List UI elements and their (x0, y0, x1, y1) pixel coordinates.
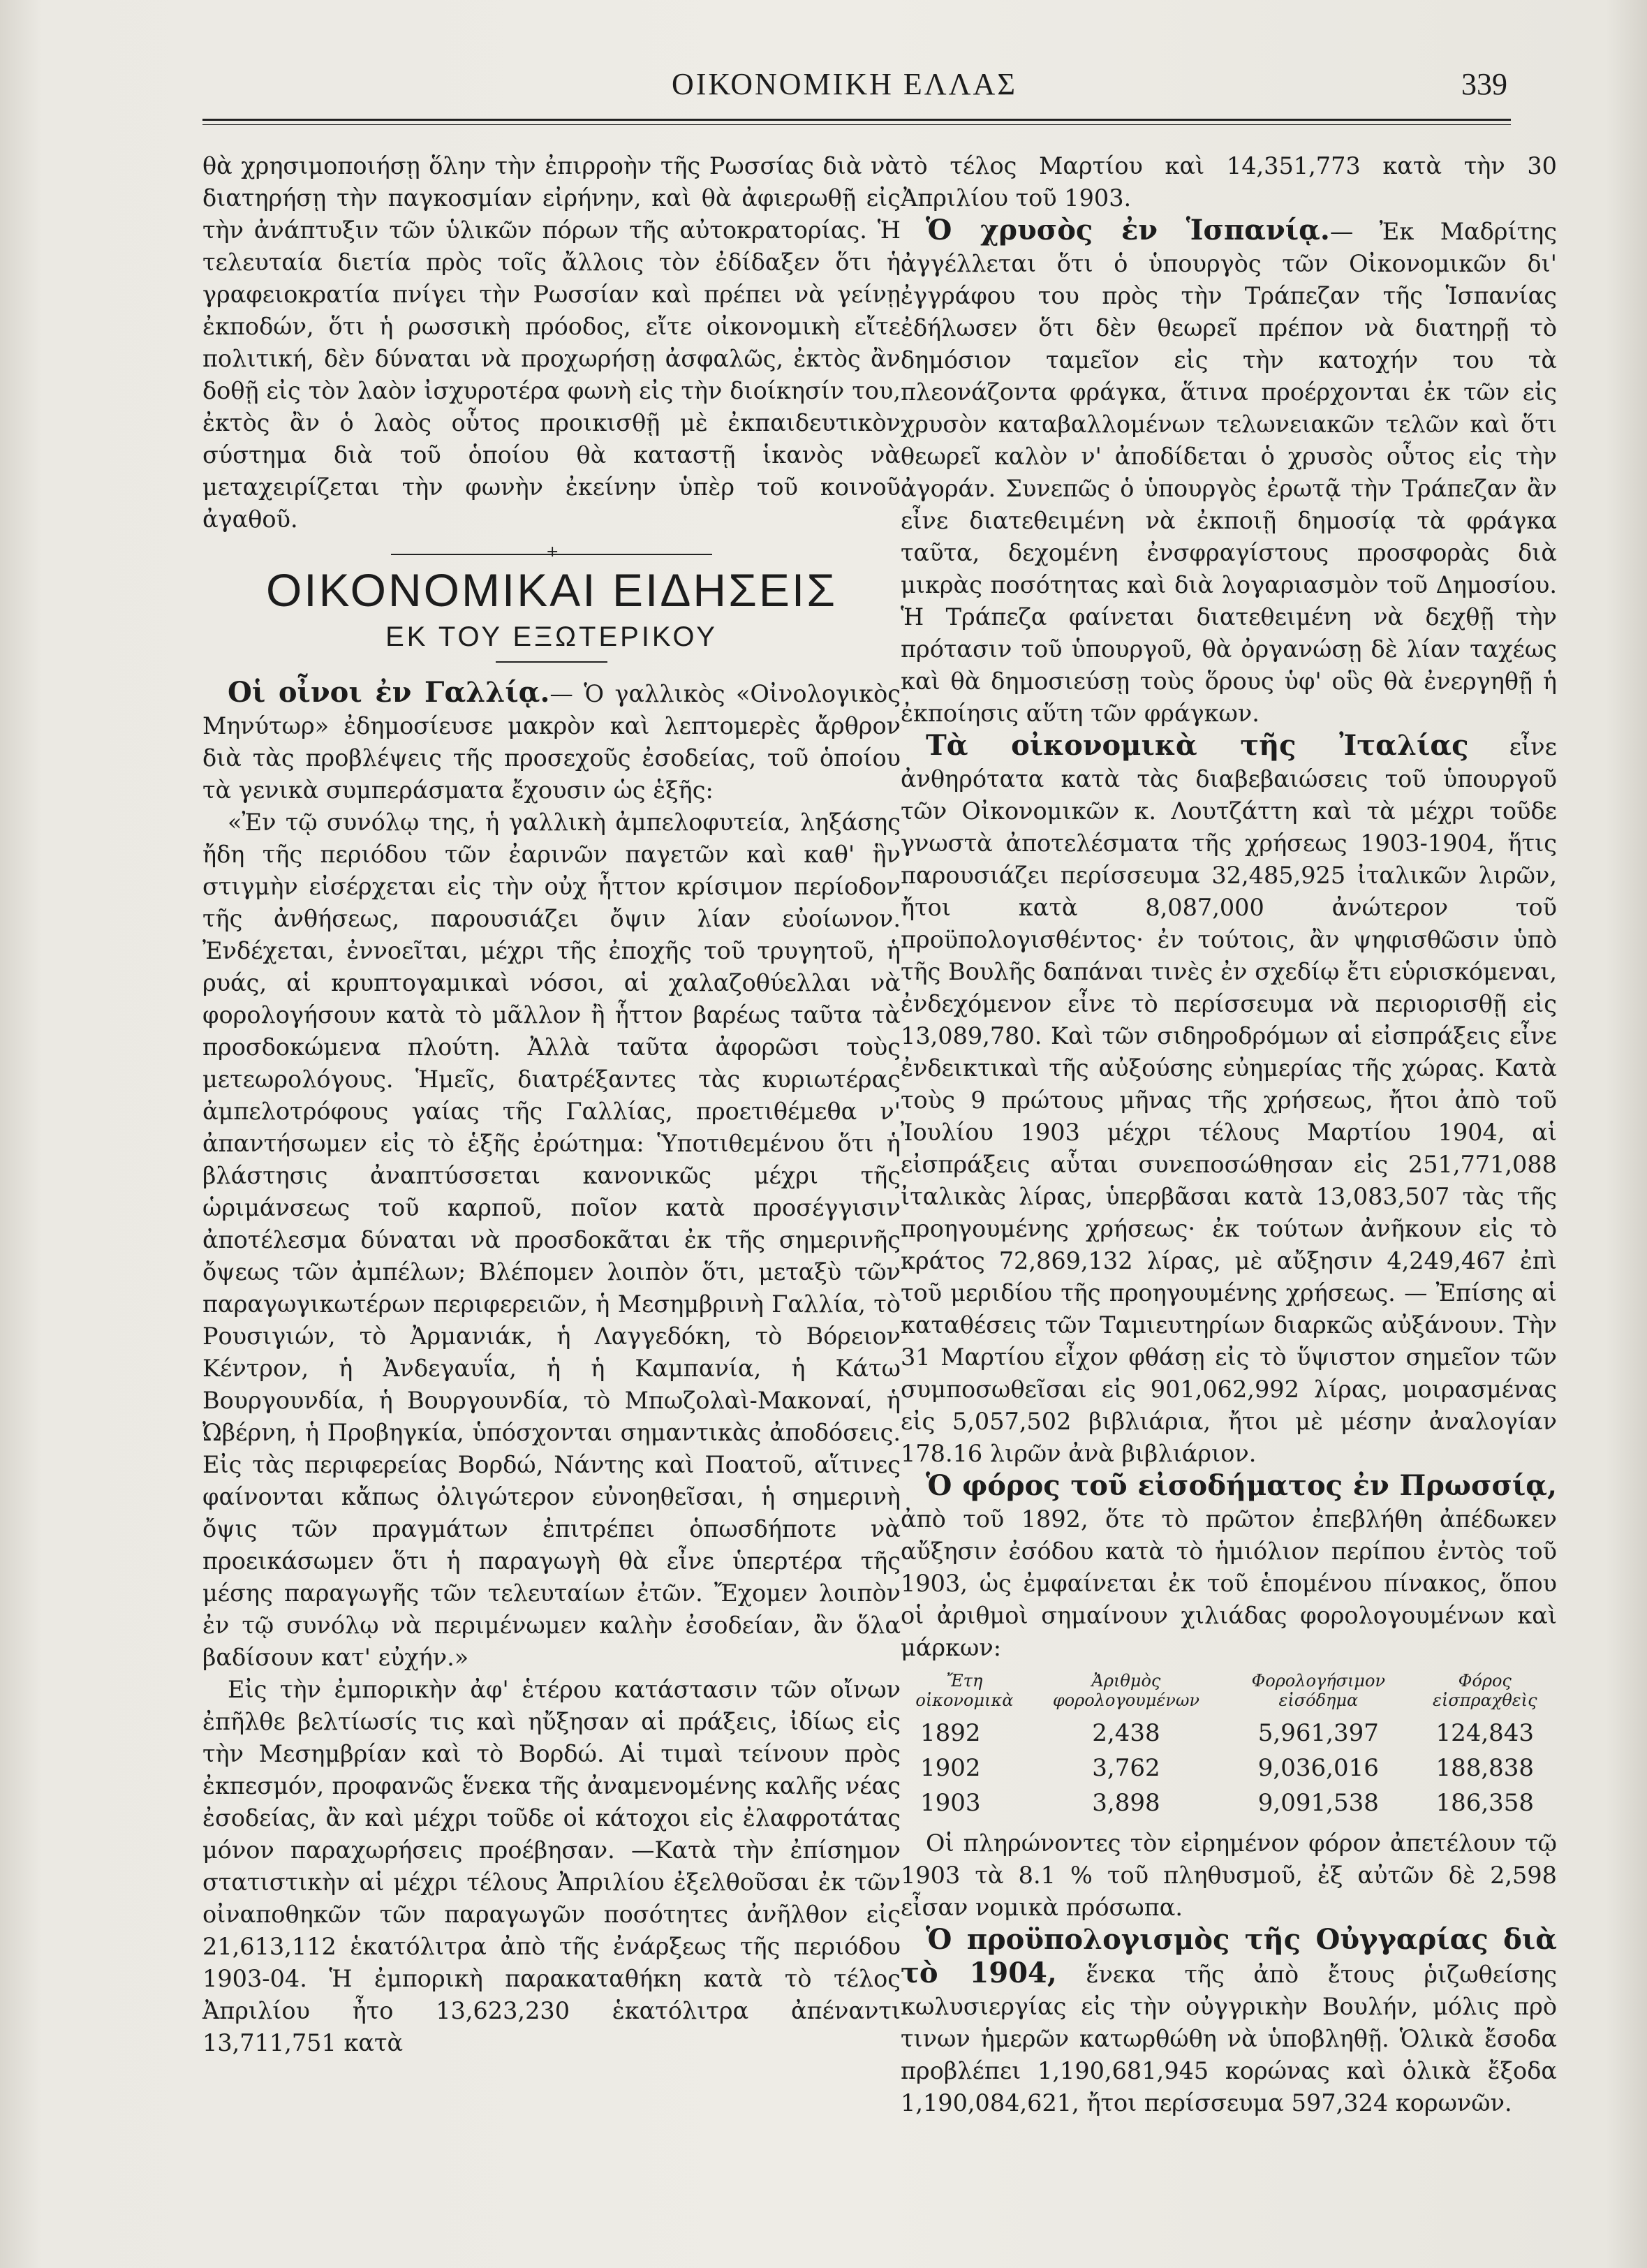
table-cell: 186,358 (1435, 1789, 1535, 1817)
article-heading-prussia: Ὁ φόρος τοῦ εἰσοδήματος ἐν Πρωσσίᾳ, (926, 1469, 1557, 1502)
table-row (901, 1785, 1557, 1820)
table-row (901, 1716, 1557, 1751)
prussia-tax-table (901, 1668, 1557, 1820)
subtitle-rule (496, 661, 607, 663)
table-cell: 1903 (920, 1789, 981, 1817)
divider-ornament: + (546, 543, 559, 561)
table-row (901, 1751, 1557, 1785)
article-heading-wines: Οἱ οἶνοι ἐν Γαλλίᾳ. (228, 676, 550, 709)
article-hungary-text: ἕνεκα τῆς ἀπὸ ἔτους ῥιζωθείσης κωλυσιεργίας εἰς τὴν οὐγγρικὴν Βουλήν, μόλις πρὸ τινων ἡμερῶν κατωρθώθη νὰ ὑποβληθῇ. Ὁλικὰ ἔσοδα προβλέπει 1,190,681,945 κορώνας καὶ ὁλικὰ ἔξοδα 1,190,084,621, ἤτοι περίσσευμα 597,324 κορωνῶν. (901, 1961, 1558, 2116)
table-cell: 124,843 (1435, 1719, 1535, 1747)
table-cell: 188,838 (1435, 1754, 1535, 1782)
table-cell: 1902 (920, 1754, 981, 1782)
table-cell: 3,898 (1092, 1789, 1160, 1817)
continued-paragraph: τὸ τέλος Μαρτίου καὶ 14,351,773 κατὰ τὴν 30 Ἀπριλίου τοῦ 1903. (901, 152, 1557, 212)
section-divider (391, 543, 712, 561)
article-spain (901, 214, 1557, 730)
article-prussia-text: ἀπὸ τοῦ 1892, ὅτε τὸ πρῶτον ἐπεβλήθη ἀπέδωκεν αὔξησιν ἐσόδου κατὰ τὸ ἡμιόλιον περίπου ἐντὸς τοῦ 1903, ὡς ἐμφαίνεται ἐκ τοῦ ἑπομένου πίνακος, ὅπου οἱ ἀριθμοὶ σημαίνουν χιλιάδας φορολογουμένων καὶ μάρκων: (901, 1505, 1557, 1661)
article-italy (901, 730, 1557, 1470)
right-column (901, 150, 1557, 2119)
article-wines-text: — Ὁ γαλλικὸς «Οἰνολογικὸς Μηνύτωρ» ἐδημοσίευσε μακρὸν καὶ λεπτομερὲς ἄρθρον διὰ τὰς προβλέψεις τῆς προσεχοῦς ἐσοδείας, τοῦ ὁποίου τὰ γενικὰ συμπεράσματα ἔχουσιν ὡς ἑξῆς: (202, 680, 901, 804)
table-cell: 2,438 (1092, 1719, 1160, 1747)
header-rule (202, 119, 1511, 125)
article-prussia (901, 1470, 1557, 1664)
table-cell: 5,961,397 (1257, 1719, 1379, 1747)
article-heading-hungary: Ὁ προϋπολογισμὸς τῆς Οὐγγαρίας διὰ τὸ 1904, (901, 1923, 1557, 1989)
table-header: Ἀριθμὸς φορολογουμένων (1052, 1671, 1199, 1710)
section-subtitle: ΕΚ ΤΟΥ ΕΞΩΤΕΡΙΚΟΥ (385, 621, 718, 652)
section-title: ΟΙΚΟΝΟΜΙΚΑΙ ΕΙΔΗΣΕΙΣ (265, 564, 838, 616)
article-heading-italy: Τὰ οἰκονομικὰ τῆς Ἰταλίας (926, 729, 1469, 762)
article-wines (202, 677, 901, 807)
running-title: ΟΙΚΟΝΟΜΙΚΗ ΕΛΛΑΣ (672, 67, 1017, 101)
article-italy-text: εἶνε ἀνθηρότατα κατὰ τὰς διαβεβαιώσεις τοῦ ὑπουργοῦ τῶν Οἰκονομικῶν κ. Λουτζάττη καὶ τὰ μέχρι τοῦδε γνωστὰ ἀποτελέσματα τῆς χρήσεως 1903-1904, ἥτις παρουσιάζει περίσσευμα 32,485,925 ἰταλικῶν λιρῶν, ἤτοι κατὰ 8,087,000 ἀνώτερον τοῦ προϋπολογισθέντος· ἐν τούτοις, ἂν ψηφισθῶσιν ὑπὸ τῆς Βουλῆς δαπάναι τινὲς ἐν σχεδίῳ ἔτι εὑρισκόμεναι, ἐνδεχόμενον εἶνε τὸ περίσσευμα νὰ περιορισθῇ εἰς 13,089,780. Καὶ τῶν σιδηροδρόμων αἱ εἰσπράξεις εἶνε ἐνδεικτικαὶ τῆς αὐξούσης εὐημερίας τῆς χώρας. Κατὰ τοὺς 9 πρώτους μῆνας τῆς χρήσεως, ἤτοι ἀπὸ τοῦ Ἰουλίου 1903 μέχρι τέλους Μαρτίου 1904, αἱ εἰσπράξεις αὗται συνεποσώθησαν εἰς 251,771,088 ἰταλικὰς λίρας, ὑπερβᾶσαι κατὰ 13,083,507 τὰς τῆς προηγουμένης χρήσεως· ἐκ τούτων ἀνῆκουν εἰς τὸ κράτος 72,869,132 λίρας, μὲ αὔξησιν 4,249,467 ἐπὶ τοῦ μεριδίου τῆς προηγουμένης χρήσεως. — Ἐπίσης αἱ καταθέσεις τῶν Ταμιευτηρίων διαρκῶς αὐξάνουν. Τὴν 31 Μαρτίου εἶχον φθάσῃ εἰς τὸ ὕψιστον σημεῖον τῶν συμποσωθεῖσαι εἰς 901,062,992 λίρας, μοιρασμένας εἰς 5,057,502 βιβλιάρια, ἤτοι μὲ μέσην ἀναλογίαν 178.16 λιρῶν ἀνὰ βιβλιάριον. (901, 733, 1558, 1467)
article-wines-market: Εἰς τὴν ἐμπορικὴν ἀφ' ἑτέρου κατάστασιν τῶν οἴνων ἐπῆλθε βελτίωσίς τις καὶ ηὔξησαν αἱ πράξεις, ἰδίως εἰς τὴν Μεσημβρίαν καὶ τὸ Βορδώ. Αἱ τιμαὶ τείνουν πρὸς ἐκπεσμόν, προφανῶς ἕνεκα τῆς ἀναμενομένης καλῆς νέας ἐσοδείας, ἂν καὶ μέχρι τοῦδε οἱ κάτοχοι εἰς ἐλαφροτάτας μόνον παραχωρήσεις προέβησαν. —Κατὰ τὴν ἐπίσημον στατιστικὴν αἱ μέχρι τέλους Ἀπριλίου ἐξελθοῦσαι ἐκ τῶν οἰναποθηκῶν τῶν παραγωγῶν ποσότητες ἀνῆλθον εἰς 21,613,112 ἑκατόλιτρα ἀπὸ τῆς ἐνάρξεως τῆς περιόδου 1903-04. Ἡ ἐμπορικὴ παρακαταθήκη κατὰ τὸ τέλος Ἀπριλίου ἦτο 13,623,230 ἑκατόλιτρα ἀπέναντι 13,711,751 κατὰ (202, 1676, 901, 2056)
left-column (202, 150, 901, 2059)
article-prussia-after: Οἱ πληρώνοντες τὸν εἰρημένον φόρον ἀπετέλουν τῷ 1903 τὰ 8.1 % τοῦ πληθυσμοῦ, ἐξ αὐτῶν δὲ 2,598 εἶσαν νομικὰ πρόσωπα. (901, 1829, 1557, 1921)
table-cell: 1892 (920, 1719, 981, 1747)
article-heading-spain: Ὁ χρυσὸς ἐν Ἱσπανίᾳ. (926, 214, 1330, 246)
page-header (182, 66, 1507, 108)
table-header-row (901, 1668, 1557, 1716)
article-hungary (901, 1924, 1557, 2119)
table-cell: 3,762 (1092, 1754, 1160, 1782)
article-spain-text: — Ἐκ Μαδρίτης ἀγγέλλεται ὅτι ὁ ὑπουργὸς τῶν Οἰκονομικῶν δι' ἐγγράφου του πρὸς τὴν Τράπεζαν τῆς Ἱσπανίας ἐδήλωσεν ὅτι δὲν θεωρεῖ πρέπον νὰ διατηρῇ τὸ δημόσιον ταμεῖον εἰς τὴν κατοχήν του τὰ πλεονάζοντα φράγκα, ἅτινα προέρχονται ἐκ τῶν εἰς χρυσὸν καταβαλλομένων τελωνειακῶν τελῶν καὶ ὅτι θεωρεῖ καλὸν ν' ἀποδίδεται ὁ χρυσὸς οὗτος εἰς τὴν ἀγοράν. Συνεπῶς ὁ ὑπουργὸς ἐρωτᾷ τὴν Τράπεζαν ἂν εἶνε διατεθειμένη νὰ ἐκποιῇ δημοσίᾳ τὰ φράγκα ταῦτα, δεχομένη ἐνσφραγίστους προσφορὰς διὰ μικρὰς ποσότητας καὶ διὰ λογαριασμὸν τοῦ Δημοσίου. Ἡ Τράπεζα φαίνεται διατεθειμένη νὰ δεχθῇ τὴν πρότασιν τοῦ ὑπουργοῦ, θὰ ὀργανώσῃ δὲ λίαν ταχέως καὶ θὰ δημοσιεύσῃ τοὺς ὅρους ὑφ' οὓς θὰ ἐνεργηθῇ ἡ ἐκποίησις αὕτη τῶν φράγκων. (901, 218, 1557, 727)
table-header: Φόρος εἰσπραχθεὶς (1433, 1671, 1537, 1710)
table-cell: 9,091,538 (1257, 1789, 1379, 1817)
article-wines-quote: «Ἐν τῷ συνόλῳ της, ἡ γαλλικὴ ἀμπελοφυτεία, ληξάσης ἤδη τῆς περιόδου τῶν ἐαρινῶν παγετῶν καὶ καθ' ἣν στιγμὴν εἰσέρχεται εἰς τὴν οὐχ ἧττον κρίσιμον περίοδον τῆς ἀνθήσεως, παρουσιάζει ὄψιν λίαν εὐοίωνον. Ἐνδέχεται, ἐννοεῖται, μέχρι τῆς ἐποχῆς τοῦ τρυγητοῦ, ἡ ρυάς, αἱ κρυπτογαμικαὶ νόσοι, αἱ χαλαζοθύελλαι νὰ φορολογήσουν κατὰ τὸ μᾶλλον ἢ ἧττον βαρέως ταῦτα τὰ προσδοκώμενα πλούτη. Ἀλλὰ ταῦτα ἀφορῶσι τοὺς μετεωρολόγους. Ἡμεῖς, διατρέξαντες τὰς κυριωτέρας ἀμπελοτρόφους γαίας τῆς Γαλλίας, προετιθέμεθα ν' ἀπαντήσωμεν εἰς τὸ ἑξῆς ἐρώτημα: Ὑποτιθεμένου ὅτι ἡ βλάστησις ἀναπτύσσεται κανονικῶς μέχρι τῆς ὡριμάνσεως τοῦ καρποῦ, ποῖον κατὰ προσέγγισιν ἀποτέλεσμα δύναται νὰ προσδοκᾶται ἐκ τῆς σημερινῆς ὄψεως τῶν ἀμπέλων; Βλέπομεν λοιπὸν ὅτι, μεταξὺ τῶν παραγωγικωτέρων περιφερειῶν, ἡ Μεσημβρινὴ Γαλλία, τὸ Ρουσιγιών, τὸ Ἀρμανιάκ, ἡ Λαγγεδόκη, τὸ Βόρειον Κέντρον, ἡ Ἀνδεγαυΐα, ἡ ἡ Καμπανία, ἡ Κάτω Βουργουνδία, ἡ Βουργουνδία, τὸ Μπωζολαὶ-Μακοναί, ἡ Ὠβέρνη, ἡ Προβηγκία, ὑπόσχονται σημαντικὰς ἀποδόσεις. Εἰς τὰς περιφερείας Βορδώ, Νάντης καὶ Ποατοῦ, αἵτινες φαίνονται κἄπως ὀλιγώτερον εὐνοηθεῖσαι, ἡ σημερινὴ ὄψις τῶν πραγμάτων ἐπιτρέπει ὁπωσδήποτε νὰ προεικάσωμεν ὅτι ἡ παραγωγὴ θὰ εἶνε ὑπερτέρα τῆς μέσης παραγωγῆς τῶν τελευταίων ἐτῶν. Ἔχομεν λοιπὸν ἐν τῷ συνόλῳ νὰ περιμένωμεν καλὴν ἐσοδείαν, ἂν ὅλα βαδίσουν κατ' εὐχήν.» (202, 809, 901, 1671)
page-number: 339 (1461, 67, 1507, 101)
table-header: Φορολογήσιμον εἰσόδημα (1251, 1671, 1386, 1710)
table-header: Ἔτη οἰκονομικὰ (915, 1671, 1014, 1710)
table-cell: 9,036,016 (1257, 1754, 1379, 1782)
intro-paragraph: θὰ χρησιμοποιήσῃ ὅλην τὴν ἐπιρροὴν τῆς Ρωσσίας διὰ νὰ διατηρήσῃ τὴν παγκοσμίαν εἰρήνην, καὶ θὰ ἀφιερωθῇ εἰς τὴν ἀνάπτυξιν τῶν ὑλικῶν πόρων τῆς αὐτοκρατορίας. Ἡ τελευταία διετία πρὸς τοῖς ἄλλοις τὸν ἐδίδαξεν ὅτι ἡ γραφειοκρατία πνίγει τὴν Ρωσσίαν καὶ πρέπει νὰ γείνῃ ἐκποδών, ὅτι ἡ ρωσσικὴ πρόοδος, εἴτε οἰκονομικὴ εἴτε πολιτική, δὲν δύναται νὰ προχωρήσῃ ἀσφαλῶς, ἐκτὸς ἂν δοθῇ εἰς τὸν λαὸν ἰσχυροτέρα φωνὴ εἰς τὴν διοίκησίν του, ἐκτὸς ἂν ὁ λαὸς οὗτος προικισθῇ μὲ ἐκπαιδευτικὸν σύστημα διὰ τοῦ ὁποίου θὰ καταστῇ ἱκανὸς νὰ μεταχειρίζεται τὴν φωνὴν ἐκείνην ὑπὲρ τοῦ κοινοῦ ἀγαθοῦ. (202, 152, 901, 533)
